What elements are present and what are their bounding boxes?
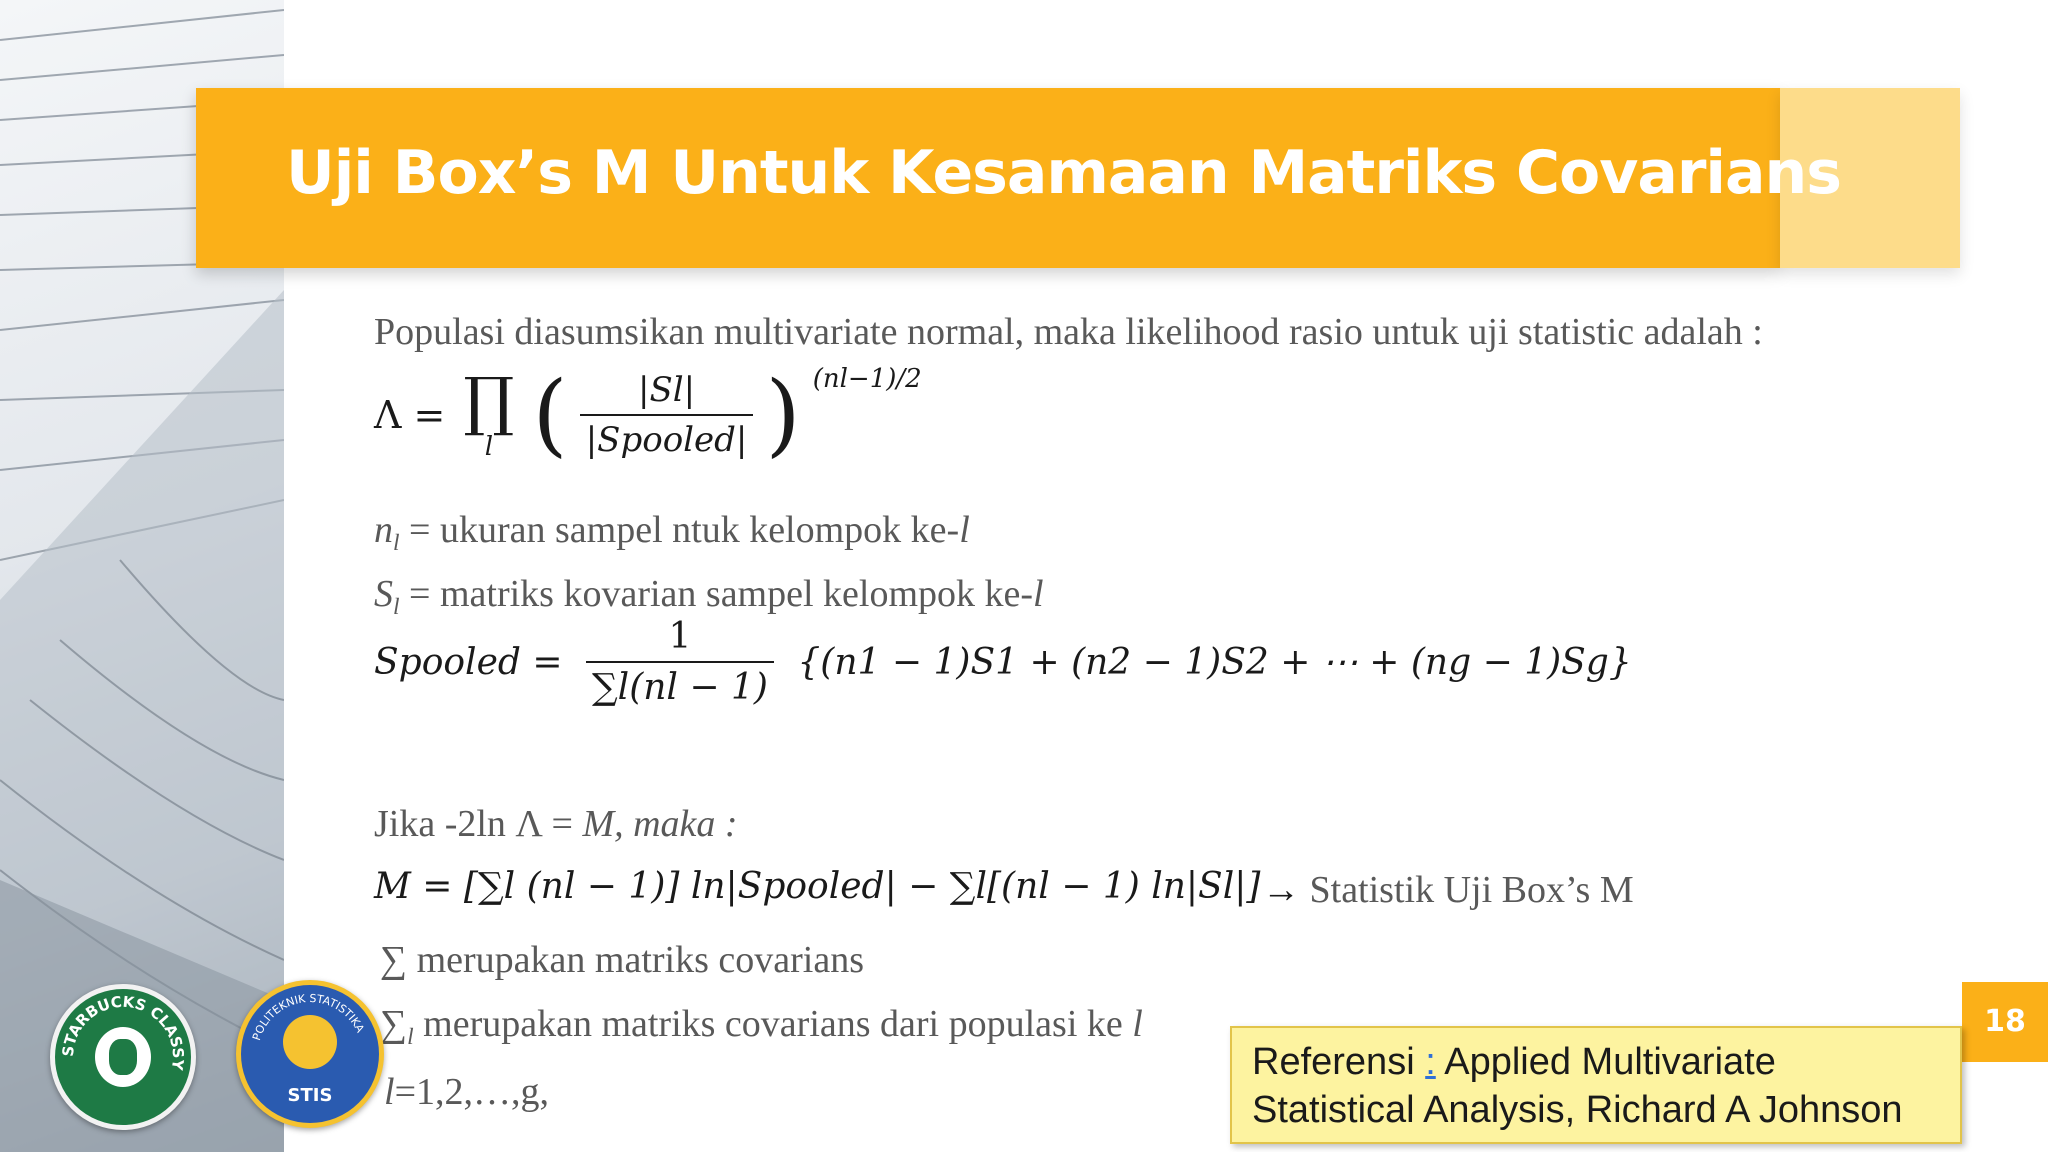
spooled-formula xyxy=(374,616,1632,708)
lambda-exponent: (nl−1)/2 xyxy=(812,364,922,394)
stis-logo xyxy=(236,980,384,1128)
slide-title: Uji Box’s M Untuk Kesamaan Matriks Covarians xyxy=(286,138,1841,208)
starbucks-classy-logo xyxy=(50,984,196,1130)
reference-box xyxy=(1230,1026,1962,1144)
spooled-lhs: Spooled = xyxy=(374,641,563,683)
n-definition: $n_l$ = ukuran sampel ntuk kelompok ke-l xyxy=(374,509,970,557)
sigma-definition: ∑ merupakan matriks covarians xyxy=(380,939,864,981)
lambda-lhs: Λ = xyxy=(374,393,446,437)
page-number-badge xyxy=(1962,982,2048,1062)
m-formula: M = [∑l (nl − 1)] ln|Spooled| − ∑l[(nl − 1) ln|Sl|] xyxy=(374,866,1261,907)
lambda-fraction: $\frac{|Sl|}{\text{|Spooled|}}$ xyxy=(580,370,754,460)
spooled-fraction: $\frac{1}{\sum l(nl - 1)}$ xyxy=(586,616,774,708)
stis-emblem-icon xyxy=(283,1015,337,1069)
intro-text: Populasi diasumsikan multivariate normal, maka likelihood rasio untuk uji statistic adalah : xyxy=(374,311,1763,353)
m-formula-label: → Statistik Uji Box’s M xyxy=(1262,869,1634,911)
reference-colon-link[interactable]: : xyxy=(1425,1041,1436,1083)
svg-text:POLITEKNIK STATISTIKA: POLITEKNIK STATISTIKA xyxy=(250,991,367,1043)
svg-text:STARBUCKS CLASSY: STARBUCKS CLASSY xyxy=(58,992,188,1072)
s-definition: $S_l$ = matriks kovarian sampel kelompok ke-l xyxy=(374,573,1044,621)
reference-text: Referensi : Applied Multivariate Statistical Analysis, Richard A Johnson xyxy=(1252,1041,1903,1131)
arrow-icon: → xyxy=(1262,869,1300,911)
spooled-rhs: {(n1 − 1)S1 + (n2 − 1)S2 + ⋯ + (ng − 1)Sg} xyxy=(797,641,1632,683)
product-operator: ∏ l xyxy=(463,365,515,462)
sigma-l-definition: $\sum_l$ merupakan matriks covarians dari populasi ke l xyxy=(380,1003,1143,1051)
stis-label: STIS xyxy=(287,1085,333,1106)
lambda-formula: Λ = ∏ l ( $\frac{|Sl|}{\text{|Spooled|}}$ ) (nl−1)/2 xyxy=(374,362,922,467)
page-number: 18 xyxy=(1984,1004,2026,1039)
siren-icon xyxy=(95,1027,151,1087)
l-range: l=1,2,…,g, xyxy=(384,1071,549,1113)
sigma-l-icon: $\sum_l$ xyxy=(380,1003,414,1051)
sigma-icon: ∑ xyxy=(380,939,408,981)
jika-line: Jika -2ln Λ = M, maka : xyxy=(374,803,738,845)
